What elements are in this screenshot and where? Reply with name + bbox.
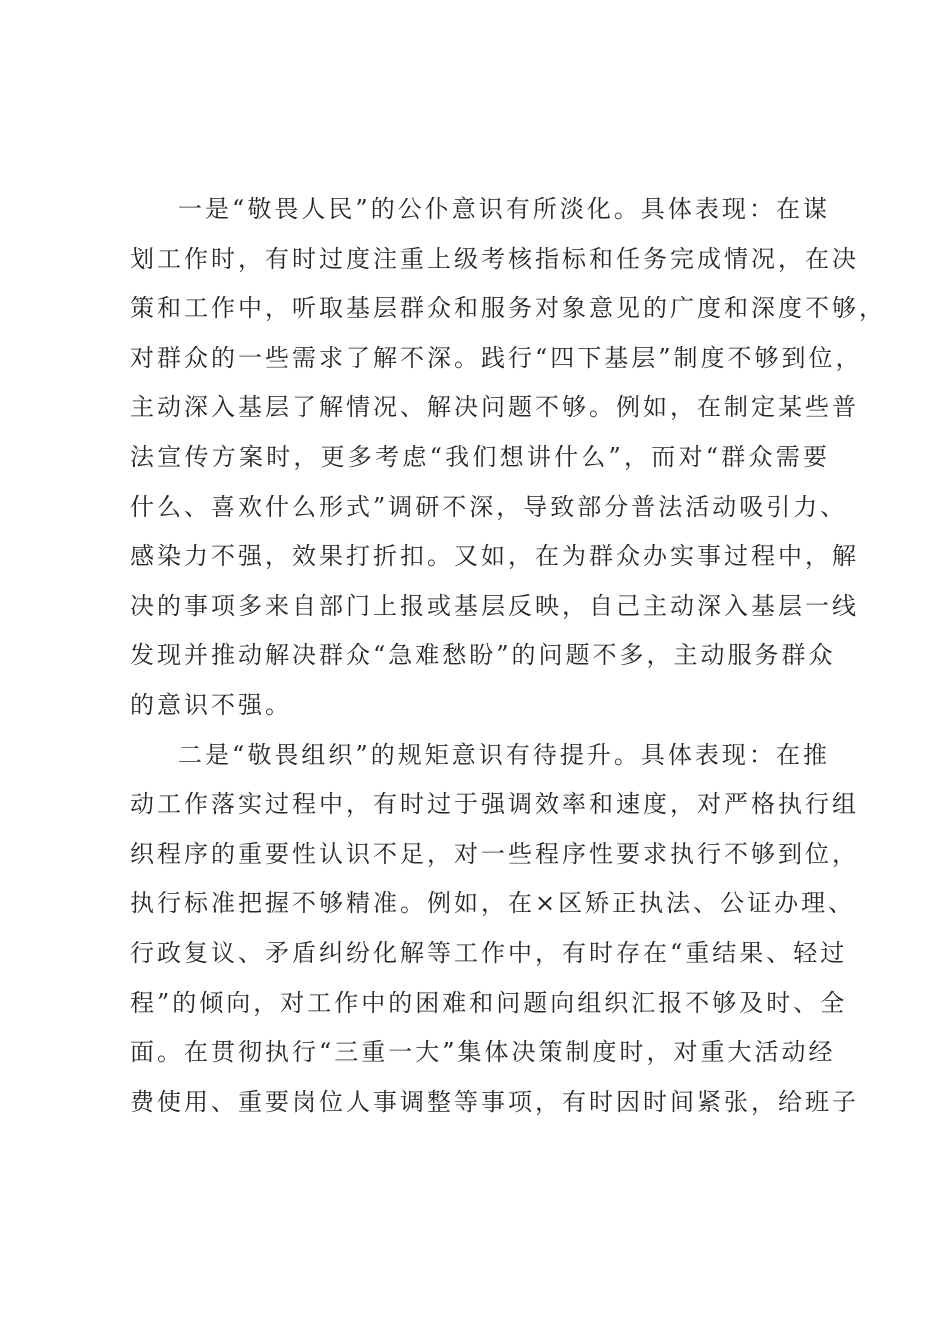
text-line: 执行标准把握不够精准。例如，在×区矫正执法、公证办理、 bbox=[130, 889, 856, 918]
document-body bbox=[130, 185, 886, 1127]
text-line: 二是“敬畏组织”的规矩意识有待提升。具体表现：在推 bbox=[178, 740, 830, 769]
text-line: 动工作落实过程中，有时过于强调效率和速度，对严格执行组 bbox=[130, 790, 859, 819]
text-line: 的意识不强。 bbox=[130, 690, 292, 719]
text-line: 法宣传方案时，更多考虑“我们想讲什么”，而对“群众需要 bbox=[130, 442, 830, 471]
text-line: 感染力不强，效果打折扣。又如，在为群众办实事过程中，解 bbox=[130, 542, 859, 571]
text-line: 什么、喜欢什么形式”调研不深，导致部分普法活动吸引力、 bbox=[130, 492, 848, 521]
text-line: 发现并推动解决群众“急难愁盼”的问题不多，主动服务群众 bbox=[130, 641, 836, 670]
text-line: 行政复议、矛盾纠纷化解等工作中，有时存在“重结果、轻过 bbox=[130, 938, 848, 967]
paragraph-1 bbox=[130, 185, 886, 731]
text-line: 程”的倾向，对工作中的困难和问题向组织汇报不够及时、全 bbox=[130, 988, 848, 1017]
text-line: 费使用、重要岗位人事调整等事项，有时因时间紧张，给班子 bbox=[130, 1087, 859, 1116]
text-line: 决的事项多来自部门上报或基层反映，自己主动深入基层一线 bbox=[130, 591, 859, 620]
text-line: 织程序的重要性认识不足，对一些程序性要求执行不够到位， bbox=[130, 839, 859, 868]
paragraph-2 bbox=[130, 731, 859, 1128]
text-line: 主动深入基层了解情况、解决问题不够。例如，在制定某些普 bbox=[130, 393, 859, 422]
text-line: 划工作时，有时过度注重上级考核指标和任务完成情况，在决 bbox=[130, 244, 859, 273]
text-line: 面。在贯彻执行“三重一大”集体决策制度时，对重大活动经 bbox=[130, 1038, 836, 1067]
text-line: 对群众的一些需求了解不深。践行“四下基层”制度不够到位， bbox=[130, 343, 863, 372]
text-line: 策和工作中，听取基层群众和服务对象意见的广度和深度不够， bbox=[130, 294, 886, 323]
text-line: 一是“敬畏人民”的公仆意识有所淡化。具体表现：在谋 bbox=[178, 195, 830, 223]
